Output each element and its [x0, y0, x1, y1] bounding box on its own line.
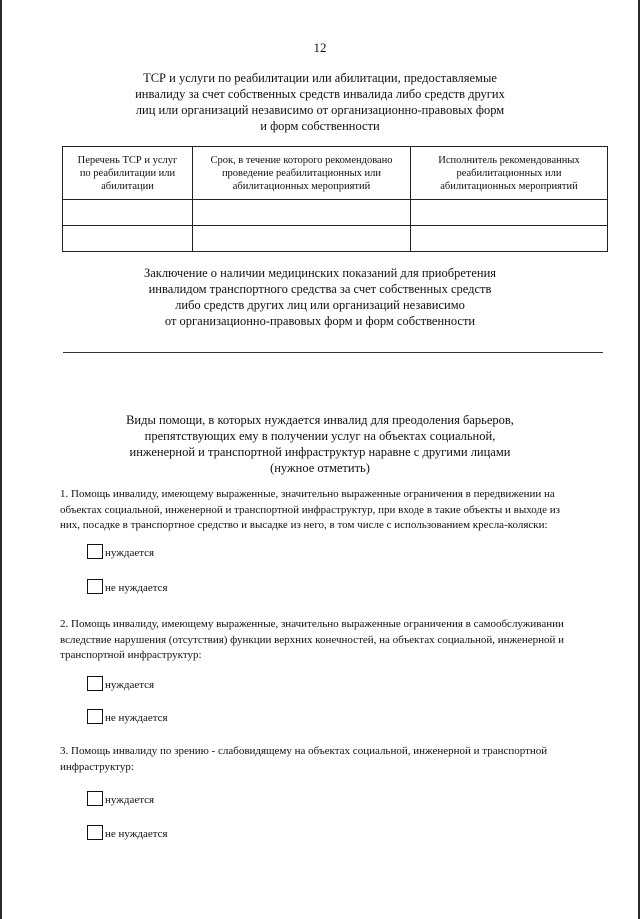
item-line: 3. Помощь инвалиду по зрению - слабовидящему на объектах социальной, инженерной и транспортной	[60, 745, 548, 757]
heading-line: Виды помощи, в которых нуждается инвалид для преодоления барьеров,	[126, 413, 514, 427]
table-cell[interactable]	[193, 226, 411, 252]
table-row	[63, 226, 608, 252]
help-item-3-needs[interactable]	[87, 788, 154, 806]
table-cell[interactable]	[63, 200, 193, 226]
heading-line: препятствующих ему в получении услуг на объектах социальной,	[144, 429, 496, 443]
checkbox[interactable]	[87, 825, 103, 840]
item-line: инфраструктур:	[60, 760, 134, 773]
option-label: нуждается	[105, 679, 155, 691]
item-line: вследствие нарушения (отсутствия) функции верхних конечностей, на объектах социальной, инженерной и	[60, 633, 565, 646]
help-item-2-needs[interactable]	[87, 673, 154, 691]
header-tsr-list	[63, 147, 193, 200]
header-line: Срок, в течение которого рекомендовано	[210, 154, 393, 166]
conclusion-heading	[90, 265, 550, 329]
option-label: не нуждается	[105, 582, 168, 594]
help-heading	[90, 412, 550, 476]
item-line: 2. Помощь инвалиду, имеющему выраженные, значительно выраженные ограничения в самообслуживании	[60, 618, 564, 630]
page-number: 12	[313, 40, 327, 55]
table-row	[63, 200, 608, 226]
item-line: 1. Помощь инвалиду, имеющему выраженные, значительно выраженные ограничения в передвижении на	[60, 488, 555, 500]
table-cell[interactable]	[411, 226, 608, 252]
checkbox[interactable]	[87, 676, 103, 691]
help-item-2-text	[60, 617, 608, 664]
option-label: не нуждается	[105, 712, 168, 724]
tsr-heading	[90, 70, 550, 134]
help-item-1-needs[interactable]	[87, 541, 154, 559]
tsr-table	[62, 146, 608, 252]
heading-line: инженерной и транспортной инфраструктур наравне с другими лицами	[129, 445, 511, 459]
heading-line: и форм собственности	[260, 119, 380, 133]
heading-line: ТСР и услуги по реабилитации или абилитации, предоставляемые	[143, 71, 497, 85]
header-line: абилитационных мероприятий	[440, 180, 578, 192]
header-line: Перечень ТСР и услуг	[77, 154, 178, 166]
item-line: транспортной инфраструктур:	[60, 649, 202, 661]
item-line: них, посадке в транспортное средство и высадке из него, в том числе с использованием кресла-коляски:	[60, 519, 548, 531]
conclusion-answer-line[interactable]	[63, 352, 603, 353]
heading-line: (нужное отметить)	[270, 461, 370, 475]
header-line: проведение реабилитационных или	[221, 167, 382, 179]
help-item-3-text	[60, 744, 608, 775]
heading-line: лиц или организаций независимо от организационно-правовых форм	[135, 103, 505, 117]
item-line: объектах социальной, инженерной и транспортной инфраструктур, при входе в такие объекты и выходе из	[60, 503, 560, 516]
checkbox[interactable]	[87, 579, 103, 594]
option-label: нуждается	[105, 547, 155, 559]
header-line: реабилитационных или	[456, 167, 562, 179]
help-item-1-text	[60, 487, 608, 534]
header-term	[193, 147, 411, 200]
heading-line: Заключение о наличии медицинских показаний для приобретения	[143, 266, 497, 280]
checkbox[interactable]	[87, 709, 103, 724]
heading-line: от организационно-правовых форм и форм собственности	[164, 314, 476, 328]
option-label: не нуждается	[105, 828, 168, 840]
checkbox[interactable]	[87, 544, 103, 559]
help-item-2-not-needs[interactable]	[87, 706, 168, 724]
scan-edge-left	[0, 0, 2, 919]
heading-line: инвалиду за счет собственных средств инвалида либо средств других	[135, 87, 505, 101]
table-cell[interactable]	[63, 226, 193, 252]
table-header-row	[63, 147, 608, 200]
checkbox[interactable]	[87, 791, 103, 806]
header-line: абилитации	[101, 180, 154, 192]
table-cell[interactable]	[411, 200, 608, 226]
help-item-3-not-needs[interactable]	[87, 822, 168, 840]
header-line: абилитационных мероприятий	[232, 180, 371, 192]
header-line: по реабилитации или	[79, 167, 176, 179]
option-label: нуждается	[105, 794, 155, 806]
help-item-1-not-needs[interactable]	[87, 576, 168, 594]
heading-line: инвалидом транспортного средства за счет собственных средств	[148, 282, 492, 296]
header-executor	[411, 147, 608, 200]
header-line: Исполнитель рекомендованных	[438, 154, 580, 166]
table-cell[interactable]	[193, 200, 411, 226]
heading-line: либо средств других лиц или организаций независимо	[175, 298, 465, 312]
